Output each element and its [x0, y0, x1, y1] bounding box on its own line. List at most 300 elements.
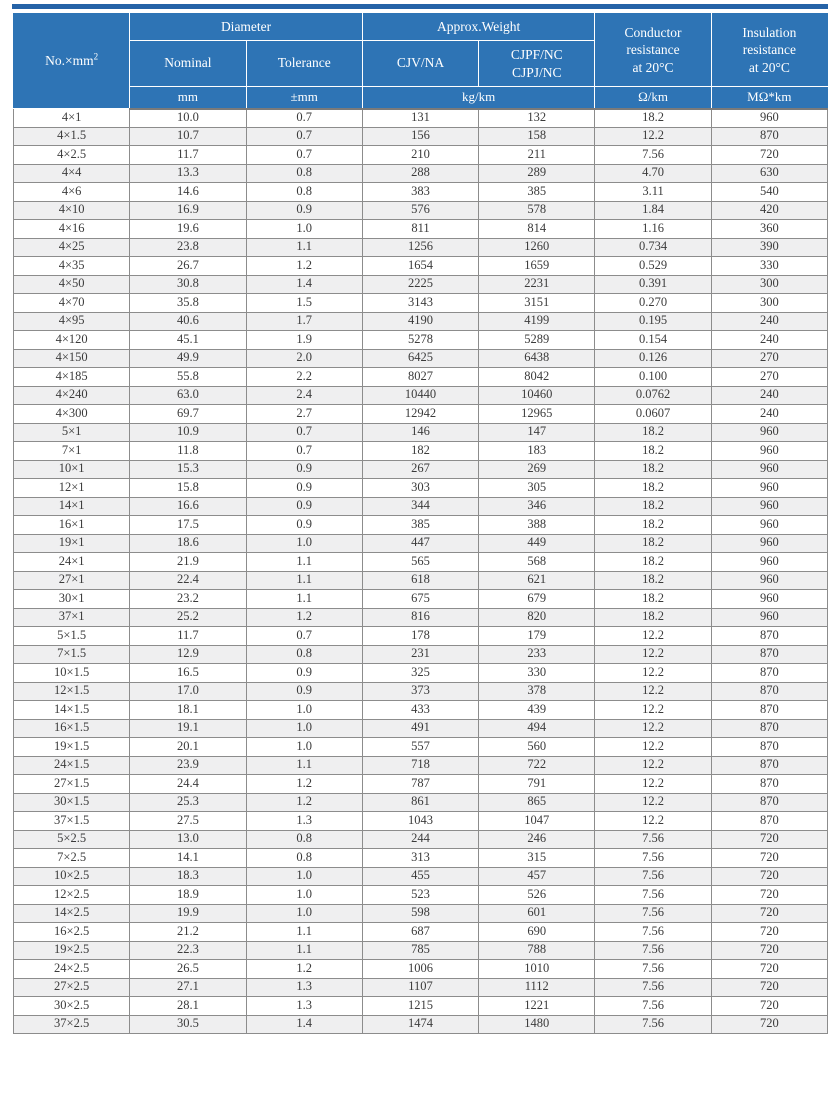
table-cell: 865: [479, 793, 595, 812]
table-cell: 12.2: [595, 775, 711, 794]
table-cell: 870: [711, 812, 827, 831]
table-row: [14, 590, 828, 609]
insulation-resistance-line1: Insulation: [742, 24, 797, 40]
unit-conductor-ohmkm: Ω/km: [595, 87, 711, 109]
table-row: [14, 849, 828, 868]
table-cell: 12.2: [595, 793, 711, 812]
table-cell: 960: [711, 497, 827, 516]
table-cell: 10×1.5: [14, 664, 130, 683]
table-cell: 12942: [362, 405, 478, 424]
table-cell: 7.56: [595, 941, 711, 960]
table-cell: 720: [711, 923, 827, 942]
col-header-tolerance: Tolerance: [246, 41, 362, 87]
table-cell: 720: [711, 830, 827, 849]
table-cell: 7.56: [595, 849, 711, 868]
size-header-text: No.×mm: [45, 52, 94, 68]
table-cell: 27×1.5: [14, 775, 130, 794]
table-cell: 720: [711, 886, 827, 905]
table-row: [14, 127, 828, 146]
table-cell: 183: [479, 442, 595, 461]
table-cell: 69.7: [130, 405, 246, 424]
table-row: [14, 386, 828, 405]
table-cell: 814: [479, 220, 595, 239]
table-cell: 12.2: [595, 682, 711, 701]
table-row: [14, 238, 828, 257]
table-cell: 390: [711, 238, 827, 257]
table-row: [14, 220, 828, 239]
table-cell: 12.2: [595, 627, 711, 646]
insulation-resistance-line3: at 20°C: [748, 59, 790, 75]
table-row: [14, 978, 828, 997]
table-cell: 12.2: [595, 719, 711, 738]
table-cell: 1654: [362, 257, 478, 276]
table-cell: 240: [711, 312, 827, 331]
table-cell: 2.4: [246, 386, 362, 405]
table-cell: 14.1: [130, 849, 246, 868]
table-cell: 0.7: [246, 627, 362, 646]
table-cell: 0.7: [246, 423, 362, 442]
table-cell: 560: [479, 738, 595, 757]
table-cell: 15.8: [130, 479, 246, 498]
table-cell: 132: [479, 109, 595, 128]
table-cell: 233: [479, 645, 595, 664]
table-row: [14, 812, 828, 831]
conductor-resistance-line2: resistance: [626, 42, 680, 58]
table-cell: 720: [711, 941, 827, 960]
table-cell: 12.2: [595, 645, 711, 664]
table-row: [14, 183, 828, 202]
table-cell: 0.391: [595, 275, 711, 294]
table-cell: 4×300: [14, 405, 130, 424]
table-cell: 455: [362, 867, 478, 886]
table-cell: 269: [479, 460, 595, 479]
table-cell: 18.2: [595, 442, 711, 461]
table-cell: 8027: [362, 368, 478, 387]
table-cell: 785: [362, 941, 478, 960]
table-cell: 601: [479, 904, 595, 923]
table-cell: 18.2: [595, 479, 711, 498]
table-cell: 303: [362, 479, 478, 498]
table-cell: 5×1.5: [14, 627, 130, 646]
table-cell: 722: [479, 756, 595, 775]
table-cell: 870: [711, 664, 827, 683]
table-cell: 1.0: [246, 904, 362, 923]
table-cell: 1.2: [246, 608, 362, 627]
table-row: [14, 701, 828, 720]
col-header-cjpf-cjpj: [479, 41, 595, 87]
table-cell: 14×2.5: [14, 904, 130, 923]
table-cell: 19×2.5: [14, 941, 130, 960]
table-cell: 4×25: [14, 238, 130, 257]
table-row: [14, 1015, 828, 1034]
table-row: [14, 830, 828, 849]
table-cell: 313: [362, 849, 478, 868]
table-cell: 12.2: [595, 127, 711, 146]
table-cell: 146: [362, 423, 478, 442]
table-cell: 7×1: [14, 442, 130, 461]
table-row: [14, 109, 828, 128]
top-strip: [12, 4, 828, 9]
table-cell: 28.1: [130, 997, 246, 1016]
header-row-groups: [14, 14, 828, 41]
table-cell: 55.8: [130, 368, 246, 387]
table-row: [14, 645, 828, 664]
table-cell: 16×1.5: [14, 719, 130, 738]
table-cell: 19.6: [130, 220, 246, 239]
table-cell: 37×1.5: [14, 812, 130, 831]
table-cell: 0.0762: [595, 386, 711, 405]
table-row: [14, 793, 828, 812]
table-row: [14, 312, 828, 331]
table-cell: 14×1: [14, 497, 130, 516]
table-row: [14, 534, 828, 553]
table-cell: 1.0: [246, 534, 362, 553]
table-cell: 4190: [362, 312, 478, 331]
table-cell: 40.6: [130, 312, 246, 331]
table-row: [14, 904, 828, 923]
table-cell: 18.2: [595, 590, 711, 609]
cjpf-nc-label: CJPF/NC: [510, 46, 563, 62]
table-cell: 12×2.5: [14, 886, 130, 905]
col-header-nominal: Nominal: [130, 41, 246, 87]
table-cell: 1480: [479, 1015, 595, 1034]
table-cell: 960: [711, 590, 827, 609]
table-cell: 178: [362, 627, 478, 646]
table-cell: 18.3: [130, 867, 246, 886]
table-cell: 870: [711, 682, 827, 701]
table-cell: 5289: [479, 331, 595, 350]
table-cell: 0.529: [595, 257, 711, 276]
table-cell: 4.70: [595, 164, 711, 183]
table-cell: 10440: [362, 386, 478, 405]
table-cell: 526: [479, 886, 595, 905]
table-cell: 4×1: [14, 109, 130, 128]
table-cell: 0.7: [246, 146, 362, 165]
table-cell: 1.0: [246, 719, 362, 738]
table-cell: 18.2: [595, 571, 711, 590]
table-cell: 344: [362, 497, 478, 516]
table-cell: 720: [711, 960, 827, 979]
table-cell: 388: [479, 516, 595, 535]
table-cell: 540: [711, 183, 827, 202]
table-cell: 12.2: [595, 701, 711, 720]
table-cell: 0.9: [246, 479, 362, 498]
table-row: [14, 664, 828, 683]
table-cell: 4199: [479, 312, 595, 331]
table-cell: 0.9: [246, 201, 362, 220]
table-cell: 16×1: [14, 516, 130, 535]
table-cell: 16×2.5: [14, 923, 130, 942]
table-cell: 1.16: [595, 220, 711, 239]
cable-spec-table: [13, 13, 828, 1034]
table-cell: 0.9: [246, 664, 362, 683]
table-cell: 30×1: [14, 590, 130, 609]
table-cell: 816: [362, 608, 478, 627]
table-cell: 0.270: [595, 294, 711, 313]
table-cell: 2.2: [246, 368, 362, 387]
table-cell: 720: [711, 146, 827, 165]
table-cell: 21.2: [130, 923, 246, 942]
table-cell: 1.0: [246, 886, 362, 905]
table-cell: 1221: [479, 997, 595, 1016]
table-cell: 5×2.5: [14, 830, 130, 849]
table-cell: 1.0: [246, 738, 362, 757]
table-cell: 494: [479, 719, 595, 738]
table-cell: 383: [362, 183, 478, 202]
table-cell: 24×2.5: [14, 960, 130, 979]
table-cell: 330: [479, 664, 595, 683]
table-cell: 10×1: [14, 460, 130, 479]
table-cell: 1.0: [246, 701, 362, 720]
table-cell: 14×1.5: [14, 701, 130, 720]
table-cell: 0.8: [246, 183, 362, 202]
table-cell: 870: [711, 719, 827, 738]
table-cell: 10.7: [130, 127, 246, 146]
table-cell: 720: [711, 904, 827, 923]
table-cell: 4×1.5: [14, 127, 130, 146]
table-cell: 8042: [479, 368, 595, 387]
table-cell: 27.5: [130, 812, 246, 831]
table-cell: 16.6: [130, 497, 246, 516]
unit-insulation-mohmkm: MΩ*km: [711, 87, 827, 109]
table-cell: 433: [362, 701, 478, 720]
unit-tolerance-mm: ±mm: [246, 87, 362, 109]
table-row: [14, 460, 828, 479]
table-cell: 960: [711, 571, 827, 590]
table-cell: 870: [711, 645, 827, 664]
table-cell: 820: [479, 608, 595, 627]
table-cell: 1.2: [246, 257, 362, 276]
table-cell: 870: [711, 701, 827, 720]
table-cell: 5×1: [14, 423, 130, 442]
table-cell: 0.126: [595, 349, 711, 368]
table-row: [14, 608, 828, 627]
table-cell: 788: [479, 941, 595, 960]
table-cell: 0.7: [246, 127, 362, 146]
table-cell: 30×2.5: [14, 997, 130, 1016]
table-cell: 1474: [362, 1015, 478, 1034]
table-cell: 7.56: [595, 146, 711, 165]
table-row: [14, 423, 828, 442]
table-cell: 557: [362, 738, 478, 757]
table-row: [14, 479, 828, 498]
table-cell: 30×1.5: [14, 793, 130, 812]
table-cell: 4×185: [14, 368, 130, 387]
table-row: [14, 571, 828, 590]
table-row: [14, 941, 828, 960]
table-cell: 4×50: [14, 275, 130, 294]
table-cell: 447: [362, 534, 478, 553]
table-cell: 11.7: [130, 146, 246, 165]
unit-weight-kgkm: kg/km: [362, 87, 595, 109]
table-cell: 7.56: [595, 904, 711, 923]
table-cell: 18.2: [595, 497, 711, 516]
table-cell: 787: [362, 775, 478, 794]
table-cell: 1215: [362, 997, 478, 1016]
table-cell: 1.1: [246, 923, 362, 942]
table-cell: 1.1: [246, 756, 362, 775]
table-cell: 21.9: [130, 553, 246, 572]
table-cell: 147: [479, 423, 595, 442]
table-cell: 0.100: [595, 368, 711, 387]
col-header-insulation-resistance: [711, 14, 827, 87]
table-cell: 4×150: [14, 349, 130, 368]
table-cell: 7.56: [595, 978, 711, 997]
table-row: [14, 146, 828, 165]
table-cell: 12.2: [595, 738, 711, 757]
table-cell: 1.1: [246, 571, 362, 590]
table-cell: 25.2: [130, 608, 246, 627]
conductor-resistance-line3: at 20°C: [632, 59, 674, 75]
table-cell: 7.56: [595, 960, 711, 979]
table-cell: 4×95: [14, 312, 130, 331]
table-cell: 17.0: [130, 682, 246, 701]
table-cell: 246: [479, 830, 595, 849]
table-cell: 1260: [479, 238, 595, 257]
table-cell: 0.195: [595, 312, 711, 331]
table-cell: 49.9: [130, 349, 246, 368]
table-cell: 0.9: [246, 682, 362, 701]
table-cell: 24×1.5: [14, 756, 130, 775]
table-cell: 27×1: [14, 571, 130, 590]
table-cell: 0.0607: [595, 405, 711, 424]
table-cell: 26.7: [130, 257, 246, 276]
table-cell: 0.8: [246, 849, 362, 868]
table-cell: 565: [362, 553, 478, 572]
table-cell: 1.7: [246, 312, 362, 331]
table-cell: 523: [362, 886, 478, 905]
table-cell: 870: [711, 775, 827, 794]
table-cell: 439: [479, 701, 595, 720]
table-row: [14, 719, 828, 738]
table-cell: 13.0: [130, 830, 246, 849]
table-cell: 1.0: [246, 867, 362, 886]
cjpj-nc-label: CJPJ/NC: [512, 64, 562, 80]
table-cell: 960: [711, 442, 827, 461]
table-cell: 7.56: [595, 923, 711, 942]
table-cell: 19×1: [14, 534, 130, 553]
table-cell: 131: [362, 109, 478, 128]
table-cell: 4×6: [14, 183, 130, 202]
table-cell: 15.3: [130, 460, 246, 479]
table-cell: 870: [711, 627, 827, 646]
table-cell: 7×1.5: [14, 645, 130, 664]
table-cell: 1.1: [246, 941, 362, 960]
table-row: [14, 886, 828, 905]
table-cell: 14.6: [130, 183, 246, 202]
table-cell: 305: [479, 479, 595, 498]
table-row: [14, 257, 828, 276]
table-cell: 7.56: [595, 1015, 711, 1034]
table-cell: 18.2: [595, 534, 711, 553]
table-cell: 2.7: [246, 405, 362, 424]
table-cell: 720: [711, 978, 827, 997]
col-header-cjv-na: CJV/NA: [362, 41, 478, 87]
table-row: [14, 997, 828, 1016]
table-cell: 16.5: [130, 664, 246, 683]
table-cell: 182: [362, 442, 478, 461]
table-cell: 598: [362, 904, 478, 923]
table-cell: 13.3: [130, 164, 246, 183]
table-cell: 0.7: [246, 109, 362, 128]
table-cell: 7.56: [595, 886, 711, 905]
table-cell: 4×2.5: [14, 146, 130, 165]
conductor-resistance-line1: Conductor: [624, 24, 682, 40]
table-cell: 1.3: [246, 812, 362, 831]
table-cell: 300: [711, 294, 827, 313]
table-cell: 240: [711, 331, 827, 350]
table-cell: 1.2: [246, 960, 362, 979]
table-cell: 4×35: [14, 257, 130, 276]
table-cell: 491: [362, 719, 478, 738]
table-cell: 30.8: [130, 275, 246, 294]
table-cell: 1.4: [246, 1015, 362, 1034]
table-row: [14, 627, 828, 646]
table-cell: 861: [362, 793, 478, 812]
table-cell: 3151: [479, 294, 595, 313]
table-cell: 870: [711, 127, 827, 146]
table-cell: 37×2.5: [14, 1015, 130, 1034]
col-group-diameter: Diameter: [130, 14, 363, 41]
table-cell: 19.9: [130, 904, 246, 923]
table-cell: 7×2.5: [14, 849, 130, 868]
table-cell: 4×16: [14, 220, 130, 239]
table-cell: 330: [711, 257, 827, 276]
table-row: [14, 516, 828, 535]
table-cell: 35.8: [130, 294, 246, 313]
table-cell: 211: [479, 146, 595, 165]
table-cell: 210: [362, 146, 478, 165]
table-cell: 45.1: [130, 331, 246, 350]
table-cell: 18.9: [130, 886, 246, 905]
table-cell: 675: [362, 590, 478, 609]
table-cell: 23.2: [130, 590, 246, 609]
table-cell: 10×2.5: [14, 867, 130, 886]
table-row: [14, 331, 828, 350]
table-cell: 0.9: [246, 516, 362, 535]
table-cell: 621: [479, 571, 595, 590]
table-cell: 24.4: [130, 775, 246, 794]
table-cell: 960: [711, 608, 827, 627]
table-cell: 18.2: [595, 423, 711, 442]
table-cell: 1043: [362, 812, 478, 831]
table-cell: 300: [711, 275, 827, 294]
table-row: [14, 867, 828, 886]
table-cell: 720: [711, 849, 827, 868]
table-row: [14, 405, 828, 424]
table-cell: 315: [479, 849, 595, 868]
table-cell: 18.2: [595, 516, 711, 535]
table-cell: 18.2: [595, 109, 711, 128]
table-cell: 385: [362, 516, 478, 535]
table-cell: 16.9: [130, 201, 246, 220]
table-cell: 12×1.5: [14, 682, 130, 701]
table-row: [14, 923, 828, 942]
table-cell: 12.9: [130, 645, 246, 664]
table-cell: 720: [711, 867, 827, 886]
table-cell: 19×1.5: [14, 738, 130, 757]
table-cell: 4×240: [14, 386, 130, 405]
table-cell: 4×10: [14, 201, 130, 220]
table-cell: 1.9: [246, 331, 362, 350]
insulation-resistance-line2: resistance: [742, 42, 796, 58]
table-cell: 18.1: [130, 701, 246, 720]
table-cell: 373: [362, 682, 478, 701]
table-cell: 1.4: [246, 275, 362, 294]
table-cell: 1.5: [246, 294, 362, 313]
table-cell: 630: [711, 164, 827, 183]
table-row: [14, 349, 828, 368]
